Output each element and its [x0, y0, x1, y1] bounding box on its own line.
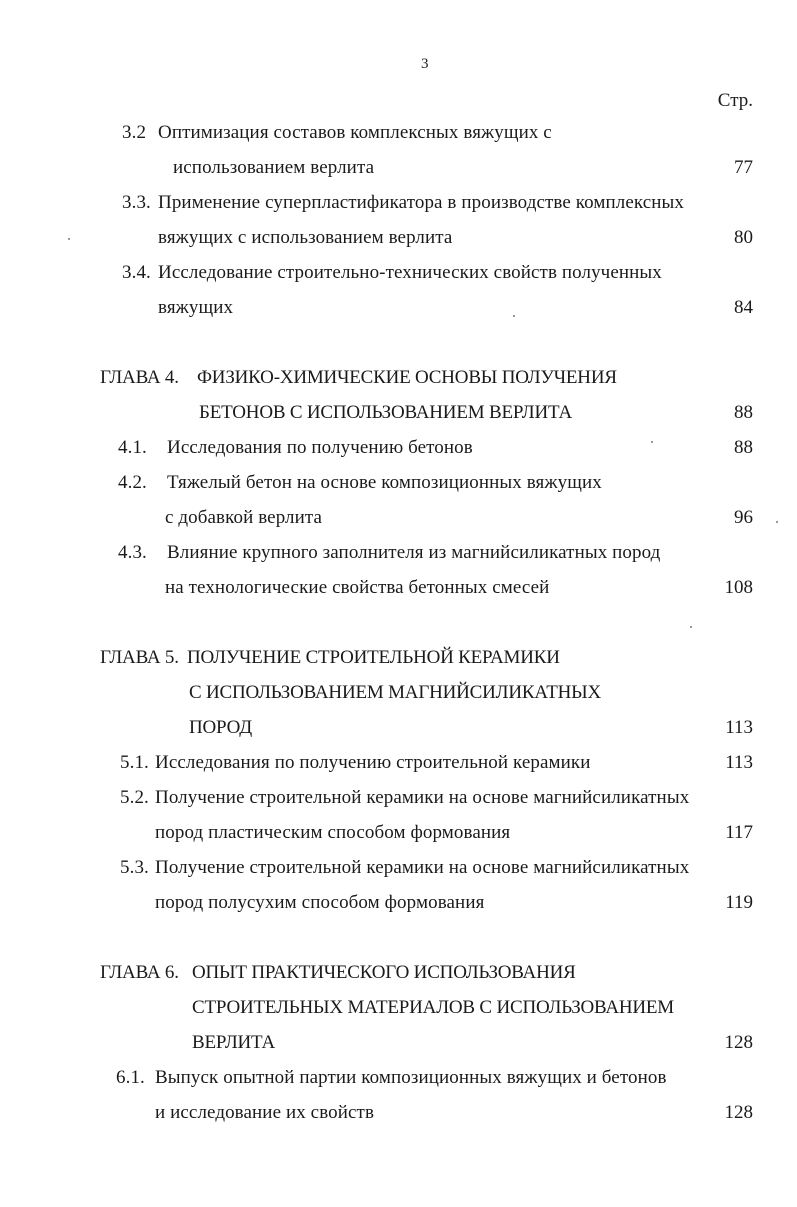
entry-number: 5.1. — [120, 752, 149, 773]
entry-title: Получение строительной керамики на основе магнийсиликатных — [155, 857, 690, 878]
entry-number: 5.2. — [120, 787, 149, 808]
entry-page: 77 — [734, 157, 753, 178]
entry-page: 88 — [734, 437, 753, 458]
entry-number: 5.3. — [120, 857, 149, 878]
chapter-title: ФИЗИКО-ХИМИЧЕСКИЕ ОСНОВЫ ПОЛУЧЕНИЯ — [197, 367, 617, 388]
chapter-label: ГЛАВА 5. — [100, 647, 179, 668]
entry-title-continued: и исследование их свойств — [155, 1102, 375, 1123]
entry-page: 84 — [734, 297, 753, 318]
entry-page: 96 — [734, 507, 753, 528]
chapter-label: ГЛАВА 4. — [100, 367, 179, 388]
entry-title-continued: вяжущих — [158, 297, 234, 318]
entry-title: Влияние крупного заполнителя из магнийсиликатных пород — [167, 542, 661, 563]
entry-number: 3.4. — [122, 262, 151, 283]
page-column-header: Стр. — [717, 90, 753, 111]
chapter-title-continued: С ИСПОЛЬЗОВАНИЕМ МАГНИЙСИЛИКАТНЫХ — [189, 682, 602, 703]
entry-title-continued: использованием верлита — [173, 157, 375, 178]
scan-speck — [513, 315, 515, 317]
chapter-title-continued: БЕТОНОВ С ИСПОЛЬЗОВАНИЕМ ВЕРЛИТА — [199, 402, 572, 423]
entry-page: 88 — [734, 402, 753, 423]
entry-page: 80 — [734, 227, 753, 248]
chapter-title-continued: ВЕРЛИТА — [192, 1032, 276, 1053]
scan-speck — [651, 441, 653, 443]
chapter-title-continued: СТРОИТЕЛЬНЫХ МАТЕРИАЛОВ С ИСПОЛЬЗОВАНИЕМ — [192, 997, 675, 1018]
entry-number: 3.2 — [122, 122, 147, 143]
entry-page: 128 — [724, 1032, 753, 1053]
scan-speck — [68, 238, 70, 240]
chapter-title-continued: ПОРОД — [189, 717, 252, 738]
entry-title: Исследование строительно-технических свойств полученных — [158, 262, 662, 283]
entry-title: Оптимизация составов комплексных вяжущих с — [158, 122, 552, 143]
entry-title: Исследования по получению бетонов — [167, 437, 473, 458]
entry-page: 119 — [725, 892, 753, 913]
entry-title: Исследования по получению строительной керамики — [155, 752, 591, 773]
chapter-title: ОПЫТ ПРАКТИЧЕСКОГО ИСПОЛЬЗОВАНИЯ — [192, 962, 576, 983]
entry-number: 6.1. — [116, 1067, 145, 1088]
entry-page: 113 — [725, 717, 753, 738]
scan-speck — [776, 521, 778, 523]
entry-title-continued: вяжущих с использованием верлита — [158, 227, 453, 248]
entry-title-continued: пород полусухим способом формования — [155, 892, 485, 913]
entry-title-continued: на технологические свойства бетонных смесей — [165, 577, 550, 598]
entry-title: Получение строительной керамики на основе магнийсиликатных — [155, 787, 690, 808]
entry-page: 128 — [724, 1102, 753, 1123]
entry-page: 108 — [724, 577, 753, 598]
entry-number: 3.3. — [122, 192, 151, 213]
scan-speck — [690, 626, 692, 628]
entry-title-continued: пород пластическим способом формования — [155, 822, 511, 843]
entry-title: Применение суперпластификатора в производстве комплексных — [158, 192, 684, 213]
entry-title-continued: с добавкой верлита — [165, 507, 323, 528]
entry-title: Выпуск опытной партии композиционных вяжущих и бетонов — [155, 1067, 667, 1088]
entry-number: 4.2. — [118, 472, 147, 493]
page-number: 3 — [421, 56, 429, 72]
entry-title: Тяжелый бетон на основе композиционных вяжущих — [167, 472, 602, 493]
entry-page: 113 — [725, 752, 753, 773]
chapter-label: ГЛАВА 6. — [100, 962, 179, 983]
entry-page: 117 — [725, 822, 753, 843]
entry-number: 4.1. — [118, 437, 147, 458]
chapter-title: ПОЛУЧЕНИЕ СТРОИТЕЛЬНОЙ КЕРАМИКИ — [187, 647, 560, 668]
entry-number: 4.3. — [118, 542, 147, 563]
